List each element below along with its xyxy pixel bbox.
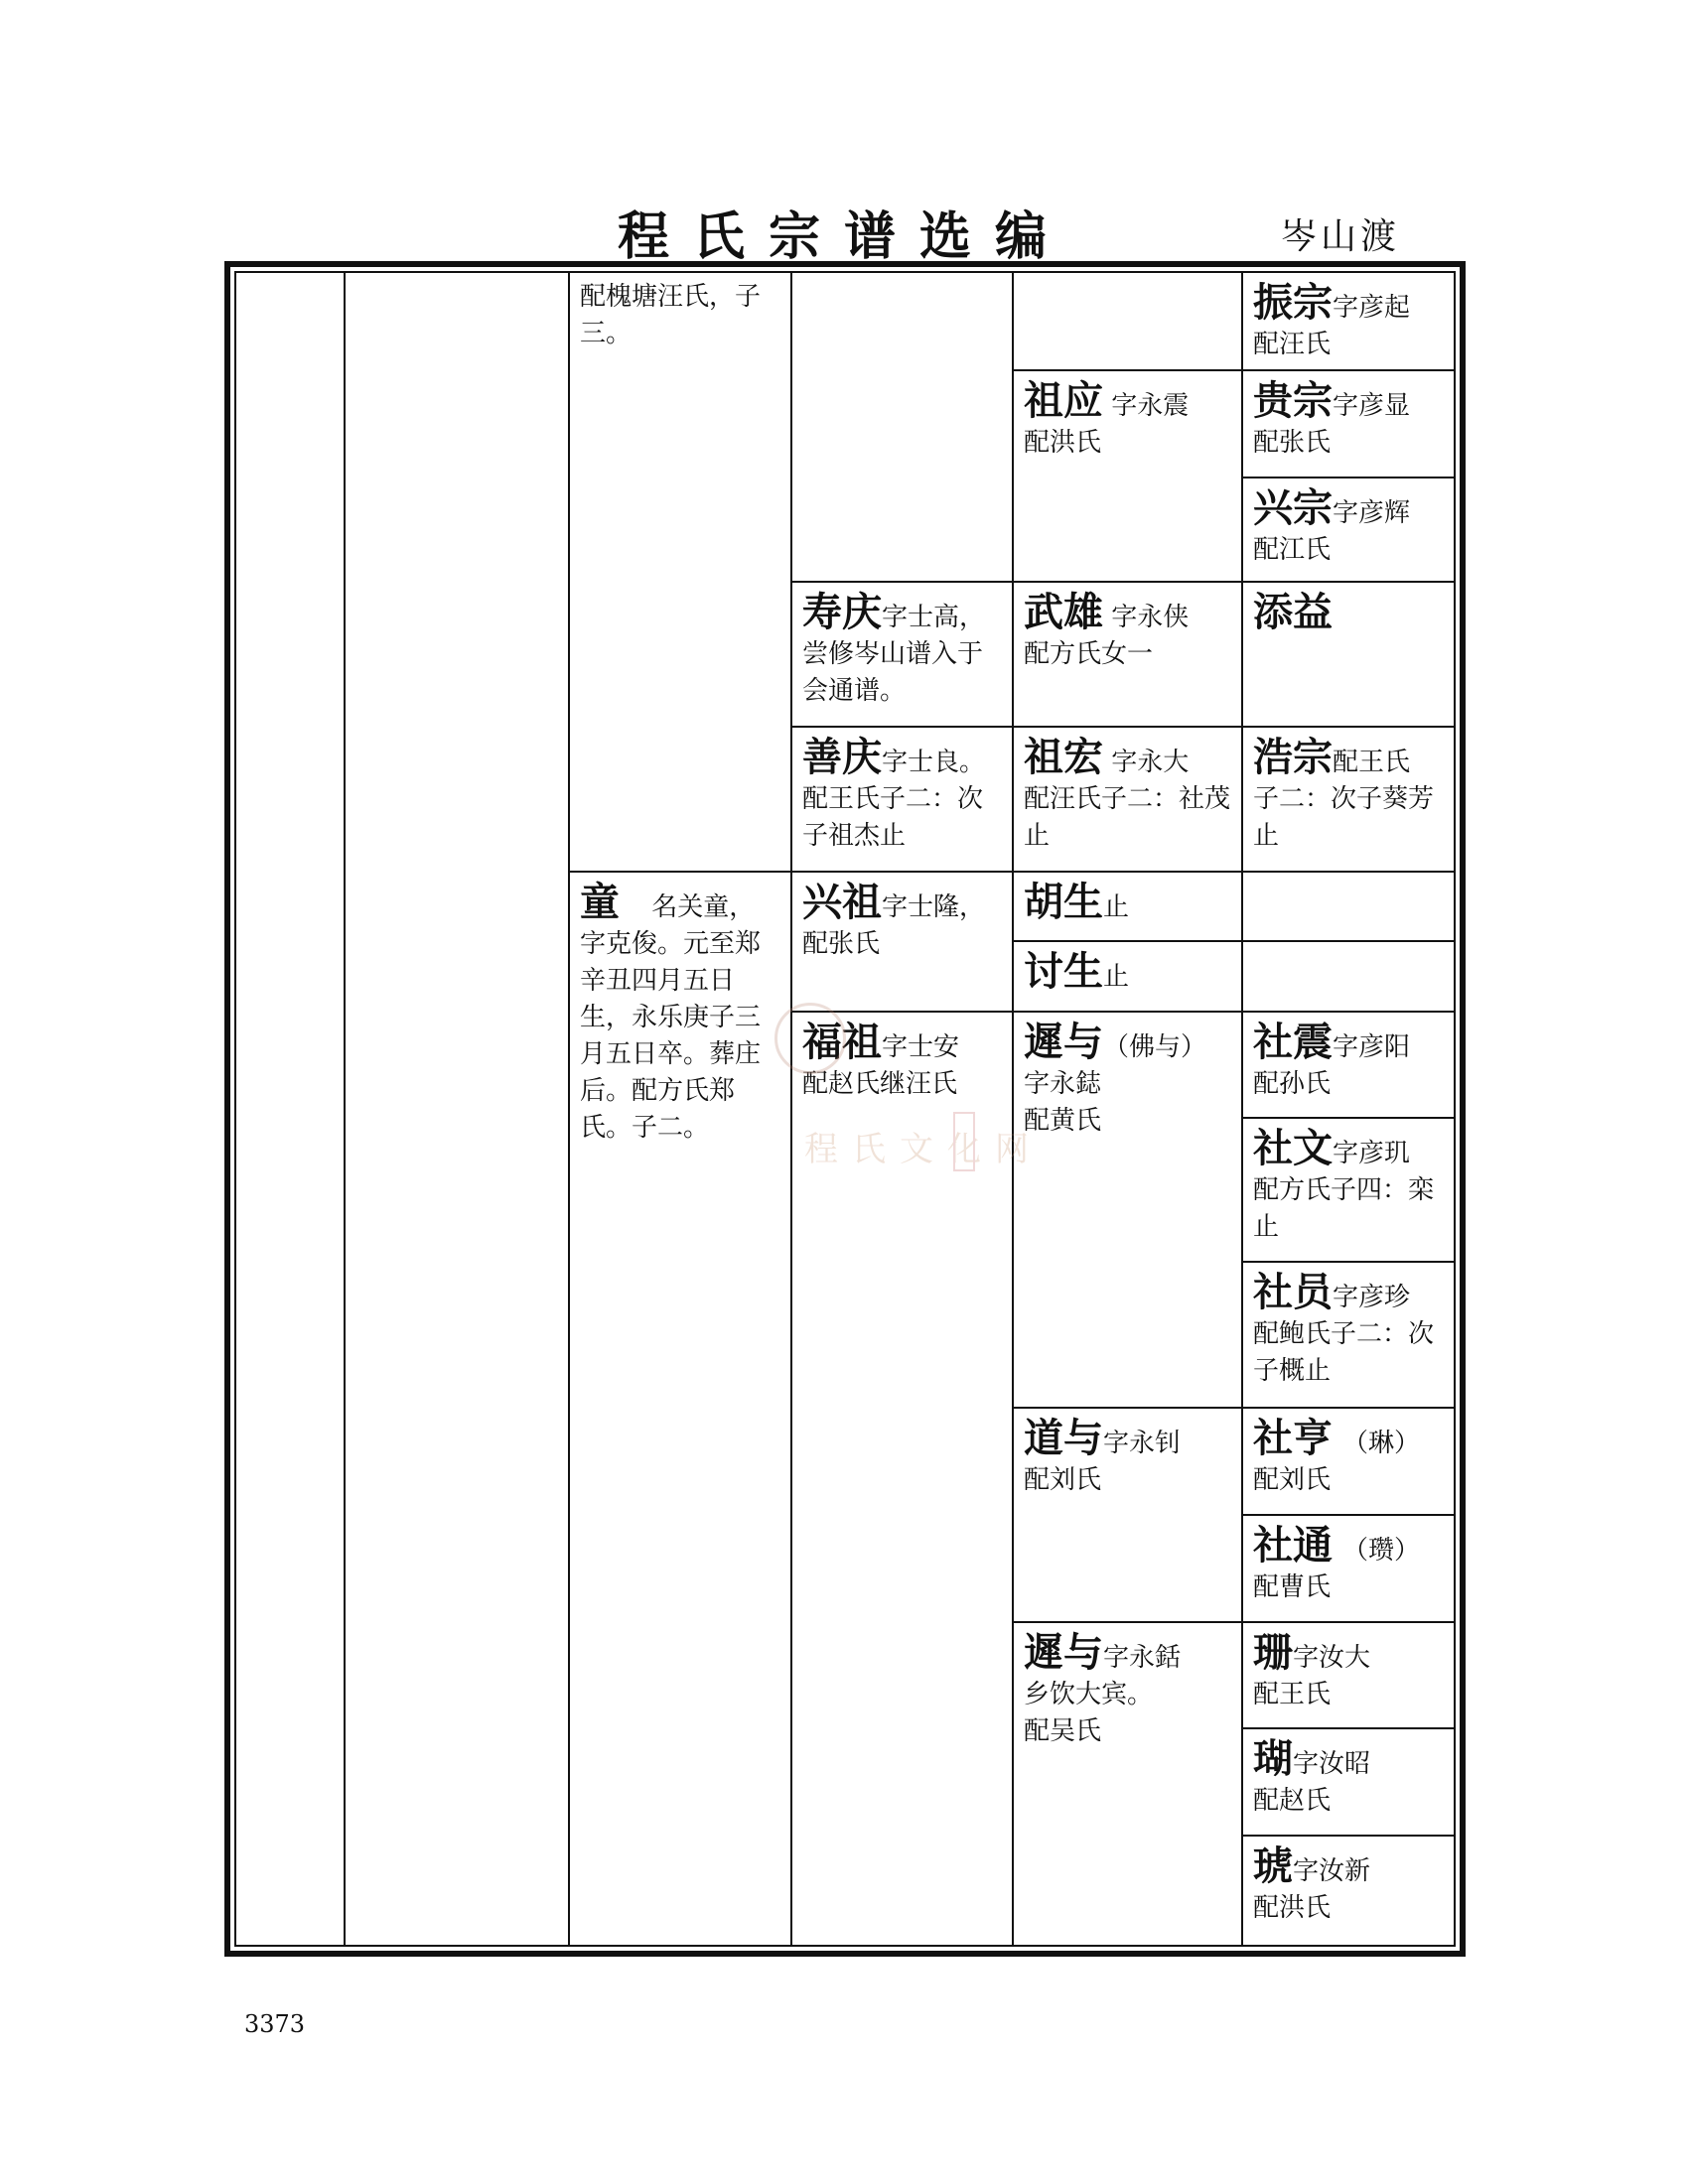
place-label: 岑山渡 bbox=[1281, 216, 1401, 257]
entry-cell bbox=[1243, 583, 1456, 642]
watermark bbox=[774, 1003, 1043, 1171]
entry-cell bbox=[1243, 1837, 1456, 1933]
entry-text: 配鲍氏子二：次子概止 bbox=[1253, 1319, 1435, 1386]
person-name: 祖宏 bbox=[1024, 734, 1103, 780]
entry-text: 配吴氏 bbox=[1024, 1716, 1102, 1746]
person-name: 福祖 bbox=[802, 1019, 882, 1065]
person-courtesy-name: 字士安 bbox=[882, 1032, 960, 1062]
person-name: 讨生 bbox=[1024, 948, 1103, 995]
entry-cell bbox=[1243, 728, 1456, 861]
person-courtesy-name: 字彦珍 bbox=[1333, 1283, 1411, 1312]
person-name: 社文 bbox=[1253, 1125, 1333, 1171]
entry-cell bbox=[1014, 942, 1241, 1002]
entry-cell bbox=[1243, 1516, 1456, 1612]
person-courtesy-name: 字永侠 bbox=[1111, 603, 1190, 632]
seal-icon bbox=[774, 1003, 846, 1074]
entry-text: 配汪氏子二：社茂止 bbox=[1024, 784, 1231, 851]
entry-text: 配王氏 bbox=[1333, 748, 1411, 777]
person-name: 祖应 bbox=[1024, 377, 1103, 424]
entry-cell bbox=[1243, 1409, 1456, 1505]
person-courtesy-name: 字汝大 bbox=[1293, 1643, 1371, 1673]
person-name: 遲与 bbox=[1024, 1019, 1103, 1065]
status-note: 止 bbox=[1103, 892, 1130, 922]
entry-text: 配刘氏 bbox=[1253, 1465, 1332, 1495]
entry-text: 配洪氏 bbox=[1253, 1893, 1332, 1923]
entry-text: 配王氏子二：次子祖杰止 bbox=[802, 784, 984, 851]
entry-text: 尝修岑山谱入于会通谱。 bbox=[802, 639, 984, 706]
entry-cell bbox=[1243, 1119, 1456, 1252]
person-courtesy-name: 字永钊 bbox=[1103, 1429, 1182, 1458]
entry-text: 字永鋕 bbox=[1024, 1069, 1102, 1099]
person-courtesy-name: 字彦显 bbox=[1333, 391, 1411, 421]
status-note: 止 bbox=[1103, 962, 1130, 992]
person-name: 童 bbox=[580, 879, 620, 925]
entry-text: 配曹氏 bbox=[1253, 1572, 1332, 1602]
entry-cell bbox=[1014, 728, 1241, 861]
alt-name: （佛与） bbox=[1103, 1032, 1207, 1062]
person-courtesy-name: 字汝新 bbox=[1293, 1856, 1371, 1886]
person-courtesy-name: 字彦玑 bbox=[1333, 1139, 1411, 1168]
person-name: 琥 bbox=[1253, 1843, 1293, 1889]
entry-cell bbox=[792, 728, 1013, 861]
person-name: 善庆 bbox=[802, 734, 882, 780]
alt-name: （琳） bbox=[1342, 1429, 1421, 1458]
entry-cell bbox=[570, 873, 790, 1153]
entry-cell bbox=[1243, 371, 1456, 468]
person-name: 社通 bbox=[1253, 1522, 1333, 1569]
entry-text: 配赵氏 bbox=[1253, 1786, 1332, 1816]
entry-cell bbox=[1243, 273, 1456, 369]
entry-cell bbox=[1014, 1623, 1241, 1756]
row-divider bbox=[1241, 940, 1456, 942]
page-title: 程氏宗谱选编 bbox=[617, 206, 1070, 267]
person-name: 贵宗 bbox=[1253, 377, 1333, 424]
entry-cell bbox=[1014, 371, 1241, 468]
entry-text: 配方氏子四：栾 止 bbox=[1253, 1175, 1435, 1242]
person-courtesy-name: 字汝昭 bbox=[1293, 1749, 1371, 1779]
entry-cell bbox=[1014, 873, 1241, 932]
entry-cell bbox=[570, 273, 790, 358]
person-name: 社震 bbox=[1253, 1019, 1333, 1065]
entry-cell bbox=[792, 873, 1013, 969]
person-courtesy-name: 字彦辉 bbox=[1333, 498, 1411, 528]
entry-cell bbox=[1243, 1013, 1456, 1109]
entry-cell bbox=[1243, 1729, 1456, 1826]
person-name: 瑚 bbox=[1253, 1735, 1293, 1782]
entry-text: 配赵氏继汪氏 bbox=[802, 1069, 958, 1099]
stamp-icon bbox=[953, 1112, 975, 1171]
entry-text: 配黄氏 bbox=[1024, 1106, 1102, 1136]
person-name: 胡生 bbox=[1024, 879, 1103, 925]
entry-cell bbox=[1243, 1623, 1456, 1719]
person-name: 寿庆 bbox=[802, 589, 882, 635]
entry-cell bbox=[1014, 583, 1241, 679]
entry-cell bbox=[1243, 478, 1456, 575]
person-courtesy-name: 字永震 bbox=[1111, 391, 1190, 421]
person-name: 振宗 bbox=[1253, 279, 1333, 326]
person-name: 兴宗 bbox=[1253, 484, 1333, 531]
person-name: 武雄 bbox=[1024, 589, 1103, 635]
entry-text: 乡饮大宾。 bbox=[1024, 1680, 1154, 1709]
entry-text: 配洪氏 bbox=[1024, 428, 1102, 458]
column-divider bbox=[344, 271, 346, 1947]
person-courtesy-name: 字永大 bbox=[1111, 748, 1190, 777]
row-divider bbox=[1241, 871, 1456, 873]
entry-text: 配孙氏 bbox=[1253, 1069, 1332, 1099]
alt-name: （瓒） bbox=[1342, 1536, 1421, 1566]
person-courtesy-name: 字永銛 bbox=[1103, 1643, 1182, 1673]
entry-text: 配槐塘汪氏，子三。 bbox=[580, 282, 762, 348]
person-name: 道与 bbox=[1024, 1415, 1103, 1461]
person-courtesy-name: 字彦起 bbox=[1333, 293, 1411, 323]
person-name: 社亨 bbox=[1253, 1415, 1333, 1461]
page-number: 3373 bbox=[244, 2010, 306, 2038]
entry-cell bbox=[1243, 1263, 1456, 1396]
person-courtesy-name: 名关童， bbox=[651, 892, 756, 922]
entry-text: 配汪氏 bbox=[1253, 330, 1332, 359]
person-courtesy-name: 字士高， bbox=[882, 603, 986, 632]
entry-text: 配王氏 bbox=[1253, 1680, 1332, 1709]
person-name: 兴祖 bbox=[802, 879, 882, 925]
person-name: 浩宗 bbox=[1253, 734, 1333, 780]
entry-cell bbox=[1014, 1409, 1241, 1505]
entry-text: 子二：次子葵芳止 bbox=[1253, 784, 1435, 851]
person-courtesy-name: 字彦阳 bbox=[1333, 1032, 1411, 1062]
person-name: 社员 bbox=[1253, 1269, 1333, 1315]
entry-text: 配江氏 bbox=[1253, 535, 1332, 565]
person-courtesy-name: 字士良。 bbox=[882, 748, 986, 777]
entry-cell bbox=[1014, 1013, 1241, 1146]
entry-text: 配张氏 bbox=[802, 929, 881, 959]
entry-cell bbox=[792, 583, 1013, 716]
entry-text: 配方氏女一 bbox=[1024, 639, 1154, 669]
entry-text: 配刘氏 bbox=[1024, 1465, 1102, 1495]
person-name: 珊 bbox=[1253, 1629, 1293, 1676]
person-name: 添益 bbox=[1253, 589, 1333, 635]
entry-text: 字克俊。元至郑辛丑四月五日生，永乐庚子三月五日卒。葬庄后。配方氏郑氏。子二。 bbox=[580, 929, 762, 1143]
watermark-text: 程氏文化网 bbox=[804, 1130, 1043, 1169]
entry-text: 配张氏 bbox=[1253, 428, 1332, 458]
person-courtesy-name: 字士隆， bbox=[882, 892, 986, 922]
person-name: 遲与 bbox=[1024, 1629, 1103, 1676]
